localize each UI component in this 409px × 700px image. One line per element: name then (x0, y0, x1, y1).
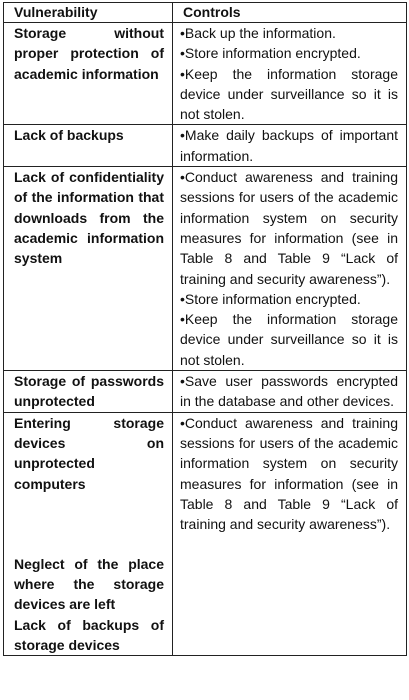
vulnerability-controls-table (3, 2, 407, 656)
control-item: •Save user passwords encrypted in the database and other devices. (180, 373, 398, 410)
vulnerability-text: Neglect of the place where the storage devices are left (14, 555, 164, 613)
control-item: •Conduct awareness and training sessions for users of the academic information system on security measures for information (see in Table 8 and Table 9 “Lack of training and security awareness”). (180, 414, 398, 533)
vulnerability-cell: Lack of backups (4, 125, 173, 167)
spacer (14, 494, 164, 554)
vulnerability-text: Entering storage devices on unprotected computers (14, 414, 164, 492)
control-item: •Make daily backups of important information. (180, 127, 398, 164)
control-item: •Back up the information. (180, 25, 336, 41)
control-item: •Store information encrypted. (180, 45, 361, 62)
controls-cell (173, 371, 407, 413)
control-item: •Keep the information storage device under surveillance so it is not stolen. (180, 65, 398, 123)
table-header-row (4, 3, 407, 23)
header-controls: Controls (173, 3, 407, 23)
table-row (4, 125, 407, 167)
table-row (4, 167, 407, 371)
table-row (4, 23, 407, 125)
controls-cell (173, 23, 407, 125)
table-row (4, 371, 407, 413)
table-row (4, 412, 407, 656)
controls-cell (173, 412, 407, 656)
controls-cell (173, 125, 407, 167)
controls-cell (173, 167, 407, 371)
vulnerability-text: Lack of backups of storage devices (14, 616, 164, 654)
vulnerability-cell: Storage of passwords unprotected (4, 371, 173, 413)
vulnerability-cell: Storage without proper protection of academic information (4, 23, 173, 125)
vulnerability-cell: Lack of confidentiality of the information that downloads from the academic information system (4, 167, 173, 371)
control-item: •Keep the information storage device under surveillance so it is not stolen. (180, 311, 398, 368)
control-item: •Store information encrypted. (180, 290, 361, 307)
control-item: •Conduct awareness and training sessions for users of the academic information system on security measures for information (see in Table 8 and Table 9 “Lack of training and security awareness”). (180, 169, 398, 287)
header-vulnerability: Vulnerability (4, 3, 173, 23)
vulnerability-cell (4, 412, 173, 656)
